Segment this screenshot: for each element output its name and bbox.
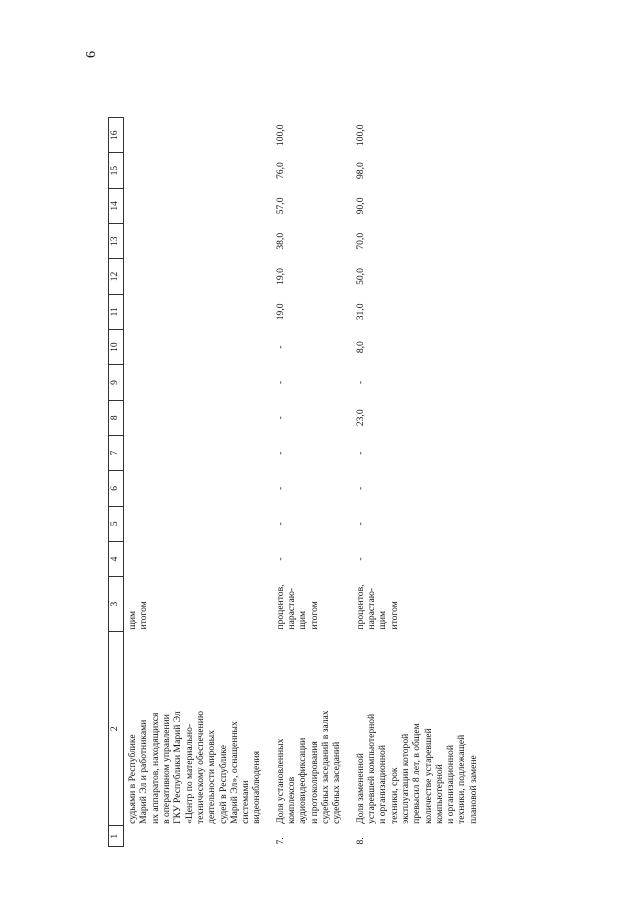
row-number: 8.	[354, 837, 366, 845]
value-cell: -	[274, 451, 286, 455]
value-cell: 70,0	[354, 232, 366, 250]
value-cell	[124, 400, 263, 435]
description-line: судьями в Республике	[127, 734, 138, 824]
column-header: 6	[109, 471, 124, 506]
column-header: 12	[109, 259, 124, 294]
value-cell	[124, 224, 263, 259]
column-header: 11	[109, 294, 124, 329]
page-number: 6	[84, 51, 99, 58]
table-row	[343, 118, 479, 847]
unit-line: итогом	[388, 601, 400, 630]
column-header: 8	[109, 400, 124, 435]
unit-line: щим	[297, 610, 309, 630]
column-number-header-row	[109, 118, 124, 847]
unit-line: нарастаю-	[365, 587, 377, 630]
column-header: 10	[109, 329, 124, 364]
value-cell: -	[354, 451, 366, 455]
value-cell: -	[274, 486, 286, 490]
value-cell	[124, 259, 263, 294]
description-line: Доля замененной	[354, 753, 366, 824]
value-cell	[124, 435, 263, 470]
value-cell	[124, 506, 263, 541]
value-cell: -	[274, 522, 286, 526]
column-header: 9	[109, 365, 124, 400]
description-line: компьютерной	[433, 764, 445, 824]
value-cell	[124, 329, 263, 364]
value-cell: 100,0	[354, 124, 366, 147]
description-line: судей в Республике	[217, 744, 229, 824]
value-cell: -	[274, 345, 286, 349]
column-header: 13	[109, 224, 124, 259]
column-header: 7	[109, 435, 124, 470]
column-header: 14	[109, 188, 124, 223]
value-cell: 19,0	[274, 303, 286, 321]
column-header: 4	[109, 541, 124, 576]
unit-line: щим	[127, 610, 138, 630]
description-line: их аппаратов, находящихся	[149, 712, 161, 824]
value-cell: -	[354, 380, 366, 385]
value-cell: -	[354, 557, 366, 561]
description-line: устаревшей компьютерной	[365, 713, 377, 824]
description-line: Доля установленных	[274, 738, 286, 824]
value-cell	[124, 188, 263, 223]
value-cell	[124, 118, 263, 153]
indicator-description	[263, 632, 343, 826]
value-cell: 19,0	[274, 268, 286, 285]
unit-line: нарастаю-	[286, 587, 298, 630]
unit-line: итогом	[138, 601, 150, 630]
description-line: аудиовидеофиксации	[297, 737, 309, 824]
column-header: 15	[109, 153, 124, 188]
description-line: превысил 8 лет, в общем	[411, 723, 423, 824]
description-line: судебных заседаний	[331, 741, 343, 824]
value-cell: 23,0	[354, 409, 366, 427]
value-cell: -	[274, 416, 286, 420]
value-cell	[124, 471, 263, 506]
indicator-description	[124, 632, 263, 826]
value-cell: 57,0	[274, 197, 286, 215]
value-cell: 50,0	[354, 268, 366, 285]
indicator-description	[343, 632, 479, 826]
value-cell: -	[354, 486, 366, 490]
unit-of-measure	[124, 577, 263, 632]
description-line: и организационной	[445, 745, 457, 824]
value-cell: 100,0	[274, 124, 286, 147]
column-header: 1	[109, 826, 124, 847]
unit-line: процентов,	[354, 584, 366, 630]
description-line: эксплуатации которой	[399, 733, 411, 824]
value-cell: 90,0	[354, 197, 366, 215]
description-line: техническому обеспечению	[194, 710, 206, 824]
description-line: техники, срок	[388, 767, 400, 824]
unit-of-measure	[263, 577, 343, 632]
row-number: 7.	[274, 837, 286, 845]
value-cell: -	[274, 380, 286, 385]
description-line: техники, подлежащей	[456, 734, 468, 824]
table-row	[124, 118, 263, 847]
column-header: 3	[109, 577, 124, 632]
value-cell: 38,0	[274, 232, 286, 250]
value-cell: 98,0	[354, 162, 366, 179]
description-line: ГКУ Республики Марий Эл	[172, 711, 184, 824]
description-line: и организационной	[377, 745, 389, 824]
unit-line: щим	[377, 610, 389, 630]
value-cell: -	[274, 557, 286, 561]
description-line: системами	[240, 780, 252, 824]
value-cell	[124, 365, 263, 400]
value-cell: -	[354, 522, 366, 526]
description-line: Марий Эл», оснащенных	[228, 721, 240, 824]
value-cell	[124, 541, 263, 576]
row-number	[124, 826, 263, 847]
unit-of-measure	[343, 577, 479, 632]
description-line: и протоколирования	[308, 741, 320, 824]
unit-line: процентов,	[274, 584, 286, 630]
value-cell	[124, 294, 263, 329]
description-line: в оперативном управлении	[160, 714, 172, 824]
column-header: 5	[109, 506, 124, 541]
description-line: судебных заседаний в залах	[320, 710, 331, 824]
description-line: комплексов	[286, 776, 298, 824]
rotated-table-container	[108, 117, 578, 847]
table-row	[263, 118, 343, 847]
value-cell: 31,0	[354, 303, 366, 321]
description-line: количестве устаревшей	[422, 728, 434, 824]
description-line: «Центр по материально-	[183, 723, 195, 824]
column-header: 2	[109, 632, 124, 826]
description-line: деятельности мировых	[206, 730, 218, 824]
description-line: плановой замене	[467, 755, 479, 824]
value-cell: 8,0	[354, 341, 366, 354]
value-cell	[124, 153, 263, 188]
indicators-table	[108, 117, 479, 847]
unit-line: итогом	[308, 601, 320, 630]
description-line: видеонаблюдения	[251, 750, 263, 824]
value-cell: 76,0	[274, 162, 286, 179]
column-header: 16	[109, 118, 124, 153]
description-line: Марий Эл и работниками	[138, 719, 150, 824]
